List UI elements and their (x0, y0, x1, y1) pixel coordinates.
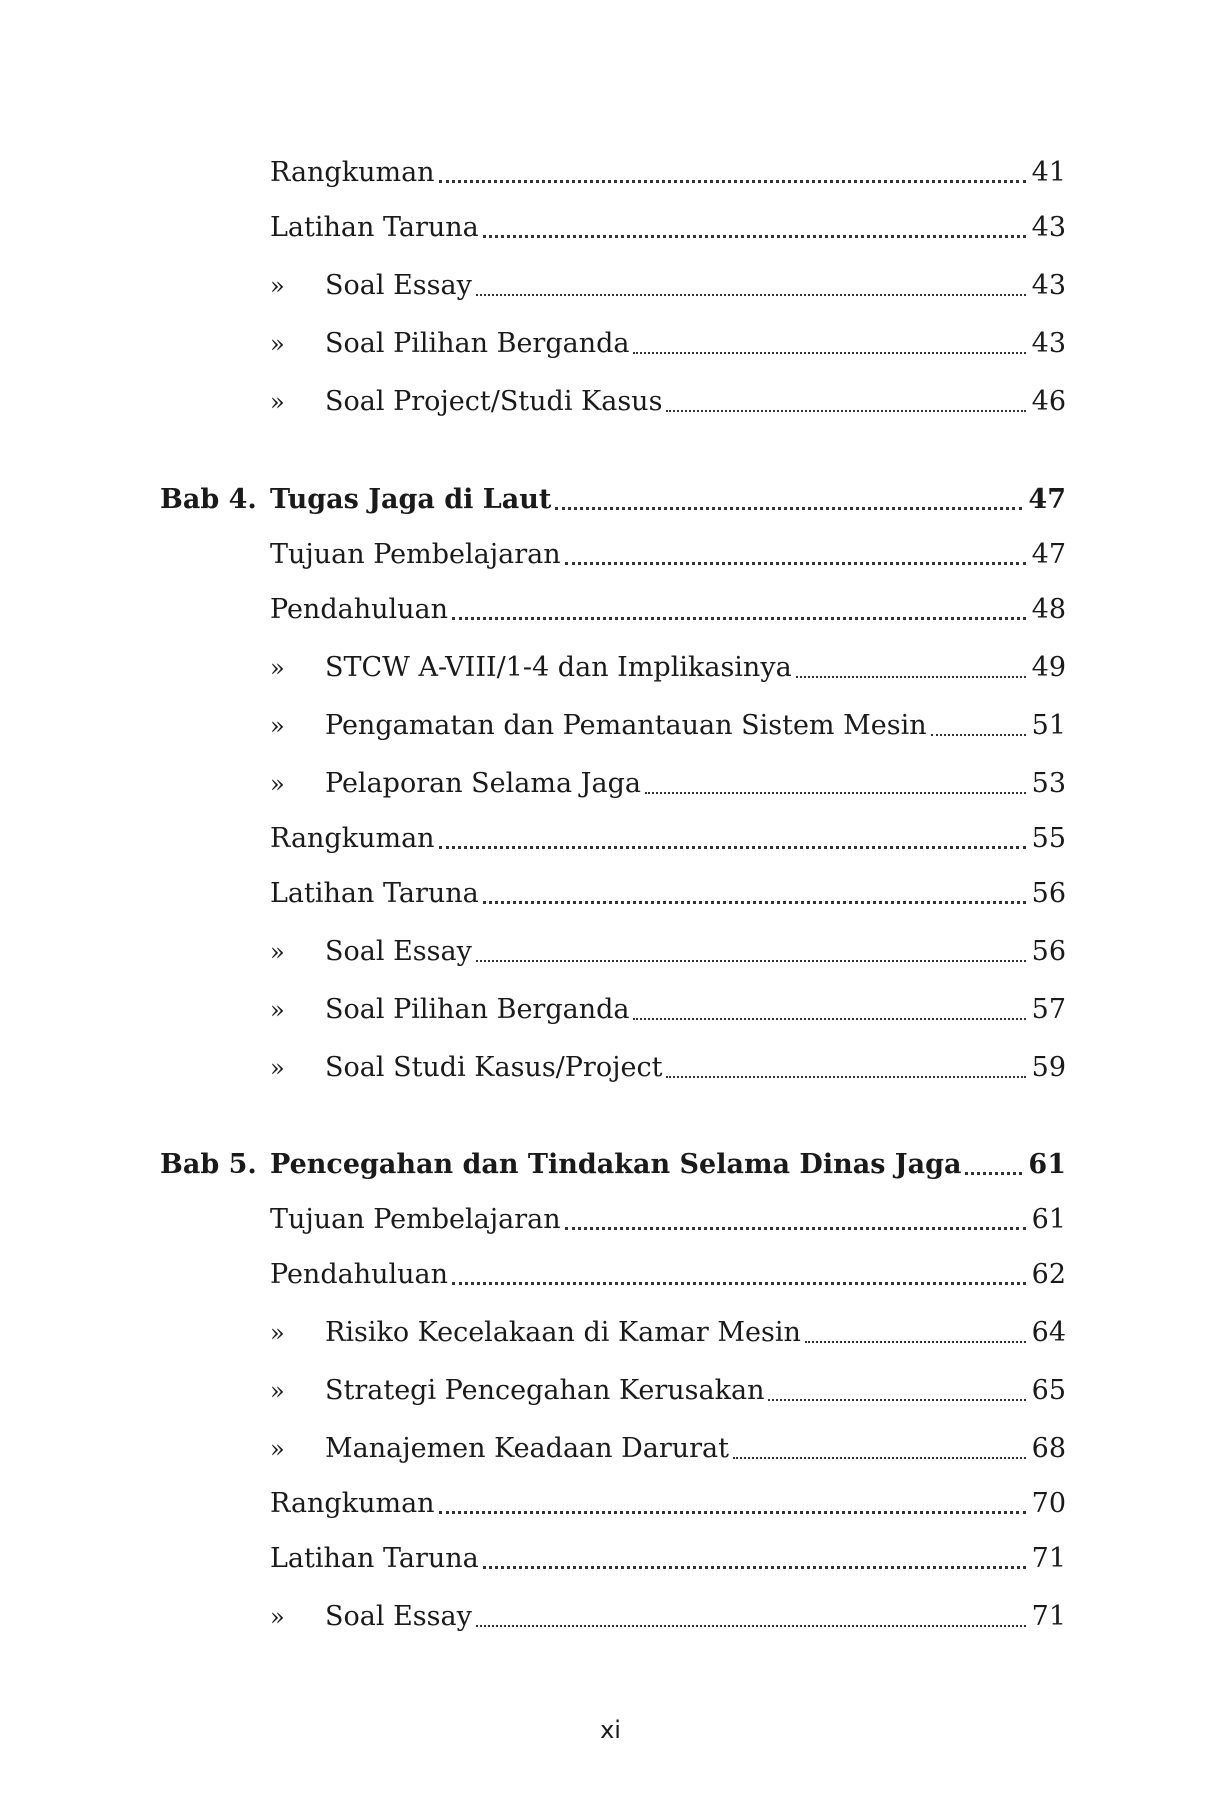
toc-entry[interactable] (270, 1482, 1066, 1526)
toc-page-number: 64 (1031, 1317, 1066, 1348)
toc-page-number: 59 (1031, 1052, 1066, 1083)
dot-leader (733, 1457, 1026, 1459)
toc-page-number: 47 (1028, 484, 1066, 515)
toc-label: Pendahuluan (270, 1259, 448, 1290)
chapter-title: Pencegahan dan Tindakan Selama Dinas Jaga (270, 1149, 962, 1180)
toc-page-number: 71 (1031, 1543, 1066, 1574)
toc-page-number: 53 (1031, 768, 1066, 799)
toc-entry[interactable] (270, 1198, 1066, 1242)
dot-leader (645, 792, 1026, 794)
toc-entry[interactable] (270, 817, 1066, 861)
toc-entry[interactable] (270, 1253, 1066, 1297)
toc-label: Soal Project/Studi Kasus (325, 386, 663, 417)
toc-subentry[interactable] (270, 322, 1066, 366)
page-folio: xi (600, 1716, 621, 1744)
toc-subentry[interactable] (270, 988, 1066, 1032)
toc-label: Rangkuman (270, 823, 435, 854)
toc-page-number: 48 (1031, 594, 1066, 625)
toc-subentry[interactable] (270, 646, 1066, 690)
toc-page-number: 46 (1031, 386, 1066, 417)
bullet-icon: » (270, 1435, 285, 1463)
dot-leader (483, 901, 1026, 904)
toc-entry[interactable] (270, 206, 1066, 250)
toc-page-number: 56 (1031, 878, 1066, 909)
bullet-icon: » (270, 1054, 285, 1082)
toc-entry[interactable] (270, 872, 1066, 916)
dot-leader (483, 235, 1026, 238)
toc-subentry[interactable] (270, 264, 1066, 308)
toc-page-number: 62 (1031, 1259, 1066, 1290)
dot-leader (965, 1172, 1022, 1175)
toc-label: Soal Pilihan Berganda (325, 328, 630, 359)
dot-leader (931, 734, 1026, 736)
toc-subentry[interactable] (270, 1046, 1066, 1090)
toc-page-number: 71 (1031, 1601, 1066, 1632)
toc-page-number: 55 (1031, 823, 1066, 854)
toc-label: Strategi Pencegahan Kerusakan (325, 1375, 765, 1406)
toc-page-number: 61 (1031, 1204, 1066, 1235)
toc-label: Manajemen Keadaan Darurat (325, 1433, 729, 1464)
bullet-icon: » (270, 654, 285, 682)
toc-entry[interactable] (270, 1537, 1066, 1581)
toc-label: Soal Studi Kasus/Project (325, 1052, 663, 1083)
bullet-icon: » (270, 1603, 285, 1631)
dot-leader (439, 846, 1026, 849)
bullet-icon: » (270, 1377, 285, 1405)
toc-label: Risiko Kecelakaan di Kamar Mesin (325, 1317, 801, 1348)
bullet-icon: » (270, 388, 285, 416)
chapter-title: Tugas Jaga di Laut (270, 484, 552, 515)
dot-leader (439, 180, 1026, 183)
toc-label: Pengamatan dan Pemantauan Sistem Mesin (325, 710, 927, 741)
dot-leader (555, 507, 1022, 510)
toc-subentry[interactable] (270, 380, 1066, 424)
toc-page-number: 43 (1031, 270, 1066, 301)
dot-leader (483, 1566, 1026, 1569)
toc-label: Soal Essay (325, 1601, 472, 1632)
toc-subentry[interactable] (270, 704, 1066, 748)
bullet-icon: » (270, 272, 285, 300)
bullet-icon: » (270, 996, 285, 1024)
toc-page-number: 70 (1031, 1488, 1066, 1519)
dot-leader (452, 617, 1026, 620)
toc-label: Soal Pilihan Berganda (325, 994, 630, 1025)
dot-leader (565, 562, 1026, 565)
toc-label: Pendahuluan (270, 594, 448, 625)
toc-page-number: 57 (1031, 994, 1066, 1025)
toc-label: Latihan Taruna (270, 212, 479, 243)
dot-leader (768, 1399, 1025, 1401)
toc-label: Latihan Taruna (270, 1543, 479, 1574)
toc-chapter[interactable] (160, 478, 1066, 522)
toc-page-number: 61 (1028, 1149, 1066, 1180)
dot-leader (439, 1511, 1026, 1514)
toc-entry[interactable] (270, 588, 1066, 632)
chapter-number: Bab 5. (160, 1149, 257, 1180)
toc-label: Tujuan Pembelajaran (270, 1204, 561, 1235)
dot-leader (666, 410, 1025, 412)
toc-page-number: 56 (1031, 936, 1066, 967)
toc-entry[interactable] (270, 151, 1066, 195)
toc-subentry[interactable] (270, 1595, 1066, 1639)
dot-leader (476, 960, 1026, 962)
toc-label: Rangkuman (270, 157, 435, 188)
toc-subentry[interactable] (270, 930, 1066, 974)
bullet-icon: » (270, 712, 285, 740)
toc-subentry[interactable] (270, 1311, 1066, 1355)
toc-subentry[interactable] (270, 1427, 1066, 1471)
dot-leader (633, 352, 1025, 354)
bullet-icon: » (270, 770, 285, 798)
bullet-icon: » (270, 330, 285, 358)
toc-label: STCW A-VIII/1-4 dan Implikasinya (325, 652, 792, 683)
dot-leader (476, 294, 1026, 296)
dot-leader (796, 676, 1026, 678)
toc-subentry[interactable] (270, 1369, 1066, 1413)
toc-page-number: 47 (1031, 539, 1066, 570)
toc-page-number: 68 (1031, 1433, 1066, 1464)
toc-page-number: 41 (1031, 157, 1066, 188)
toc-label: Rangkuman (270, 1488, 435, 1519)
toc-subentry[interactable] (270, 762, 1066, 806)
dot-leader (633, 1018, 1025, 1020)
toc-page-number: 43 (1031, 212, 1066, 243)
bullet-icon: » (270, 1319, 285, 1347)
dot-leader (666, 1076, 1025, 1078)
dot-leader (476, 1625, 1026, 1627)
toc-label: Soal Essay (325, 936, 472, 967)
toc-page-number: 65 (1031, 1375, 1066, 1406)
chapter-number: Bab 4. (160, 484, 257, 515)
toc-entry[interactable] (270, 533, 1066, 577)
dot-leader (805, 1341, 1026, 1343)
toc-page-number: 51 (1031, 710, 1066, 741)
toc-page-number: 43 (1031, 328, 1066, 359)
dot-leader (452, 1282, 1026, 1285)
toc-label: Pelaporan Selama Jaga (325, 768, 641, 799)
toc-label: Latihan Taruna (270, 878, 479, 909)
toc-label: Tujuan Pembelajaran (270, 539, 561, 570)
toc-page-number: 49 (1031, 652, 1066, 683)
toc-chapter[interactable] (160, 1143, 1066, 1187)
bullet-icon: » (270, 938, 285, 966)
dot-leader (565, 1227, 1026, 1230)
toc-label: Soal Essay (325, 270, 472, 301)
